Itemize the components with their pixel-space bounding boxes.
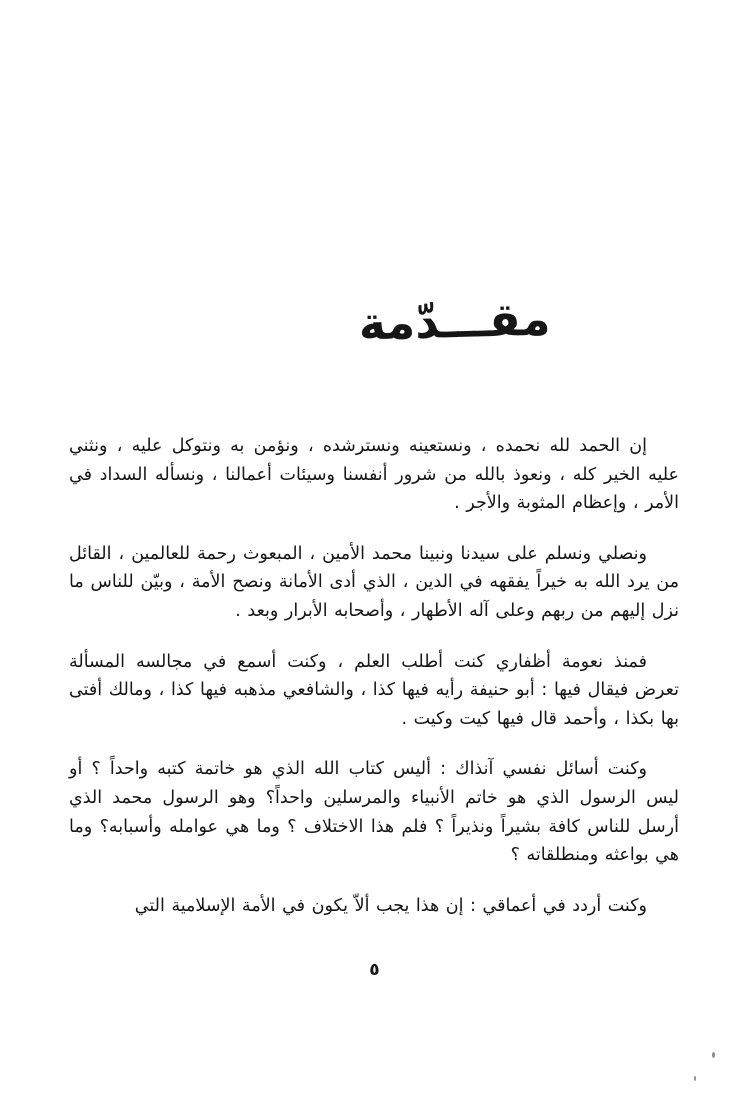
body-text [69, 432, 679, 942]
paragraph-5: وكنت أردد في أعماقي : إن هذا يجب ألاّ يكون في الأمة الإسلامية التي [134, 895, 647, 916]
scan-speck [694, 1076, 696, 1081]
chapter-title: مقـــدّمة [357, 291, 552, 351]
paragraph-4: وكنت أسائل نفسي آنذاك : أليس كتاب الله الذي هو خاتمة كتبه واحداً ؟ أو ليس الرسول الذي هو خاتم الأنبياء والمرسلين واحداً؟ وهو الرسول محمد الذي أرسل للناس كافة بشيراً ونذيراً ؟ فلم هذا الاختلاف ؟ وما هي عوامله وأسبابه؟ وما هي بواعثه ومنطلقاته ؟ [69, 759, 679, 866]
page-number: ٥ [369, 960, 380, 980]
paragraph-1: إن الحمد لله نحمده ، ونستعينه ونسترشده ، ونؤمن به ونتوكل عليه ، ونثني عليه الخير كله ، ونعوذ بالله من شرور أنفسنا وسيئات أعمالنا ، ونسأله السداد في الأمر ، وإعظام المثوبة والأجر . [69, 436, 679, 514]
scan-speck [712, 1052, 715, 1058]
paragraph-2: ونصلي ونسلم على سيدنا ونبينا محمد الأمين ، المبعوث رحمة للعالمين ، القائل من يرد الله به خيراً يفقهه في الدين ، الذي أدى الأمانة ونصح الأمة ، وبيّن للناس ما نزل إليهم من ربهم وعلى آله الأطهار ، وأصحابه الأبرار وبعد . [69, 543, 679, 621]
paragraph-3: فمنذ نعومة أظفاري كنت أطلب العلم ، وكنت أسمع في مجالسه المسألة تعرض فيقال فيها : أبو حنيفة رأيه فيها كذا ، والشافعي مذهبه فيها كذا ، ومالك أفتى بها بكذا ، وأحمد قال فيها كيت وكيت . [69, 651, 679, 729]
